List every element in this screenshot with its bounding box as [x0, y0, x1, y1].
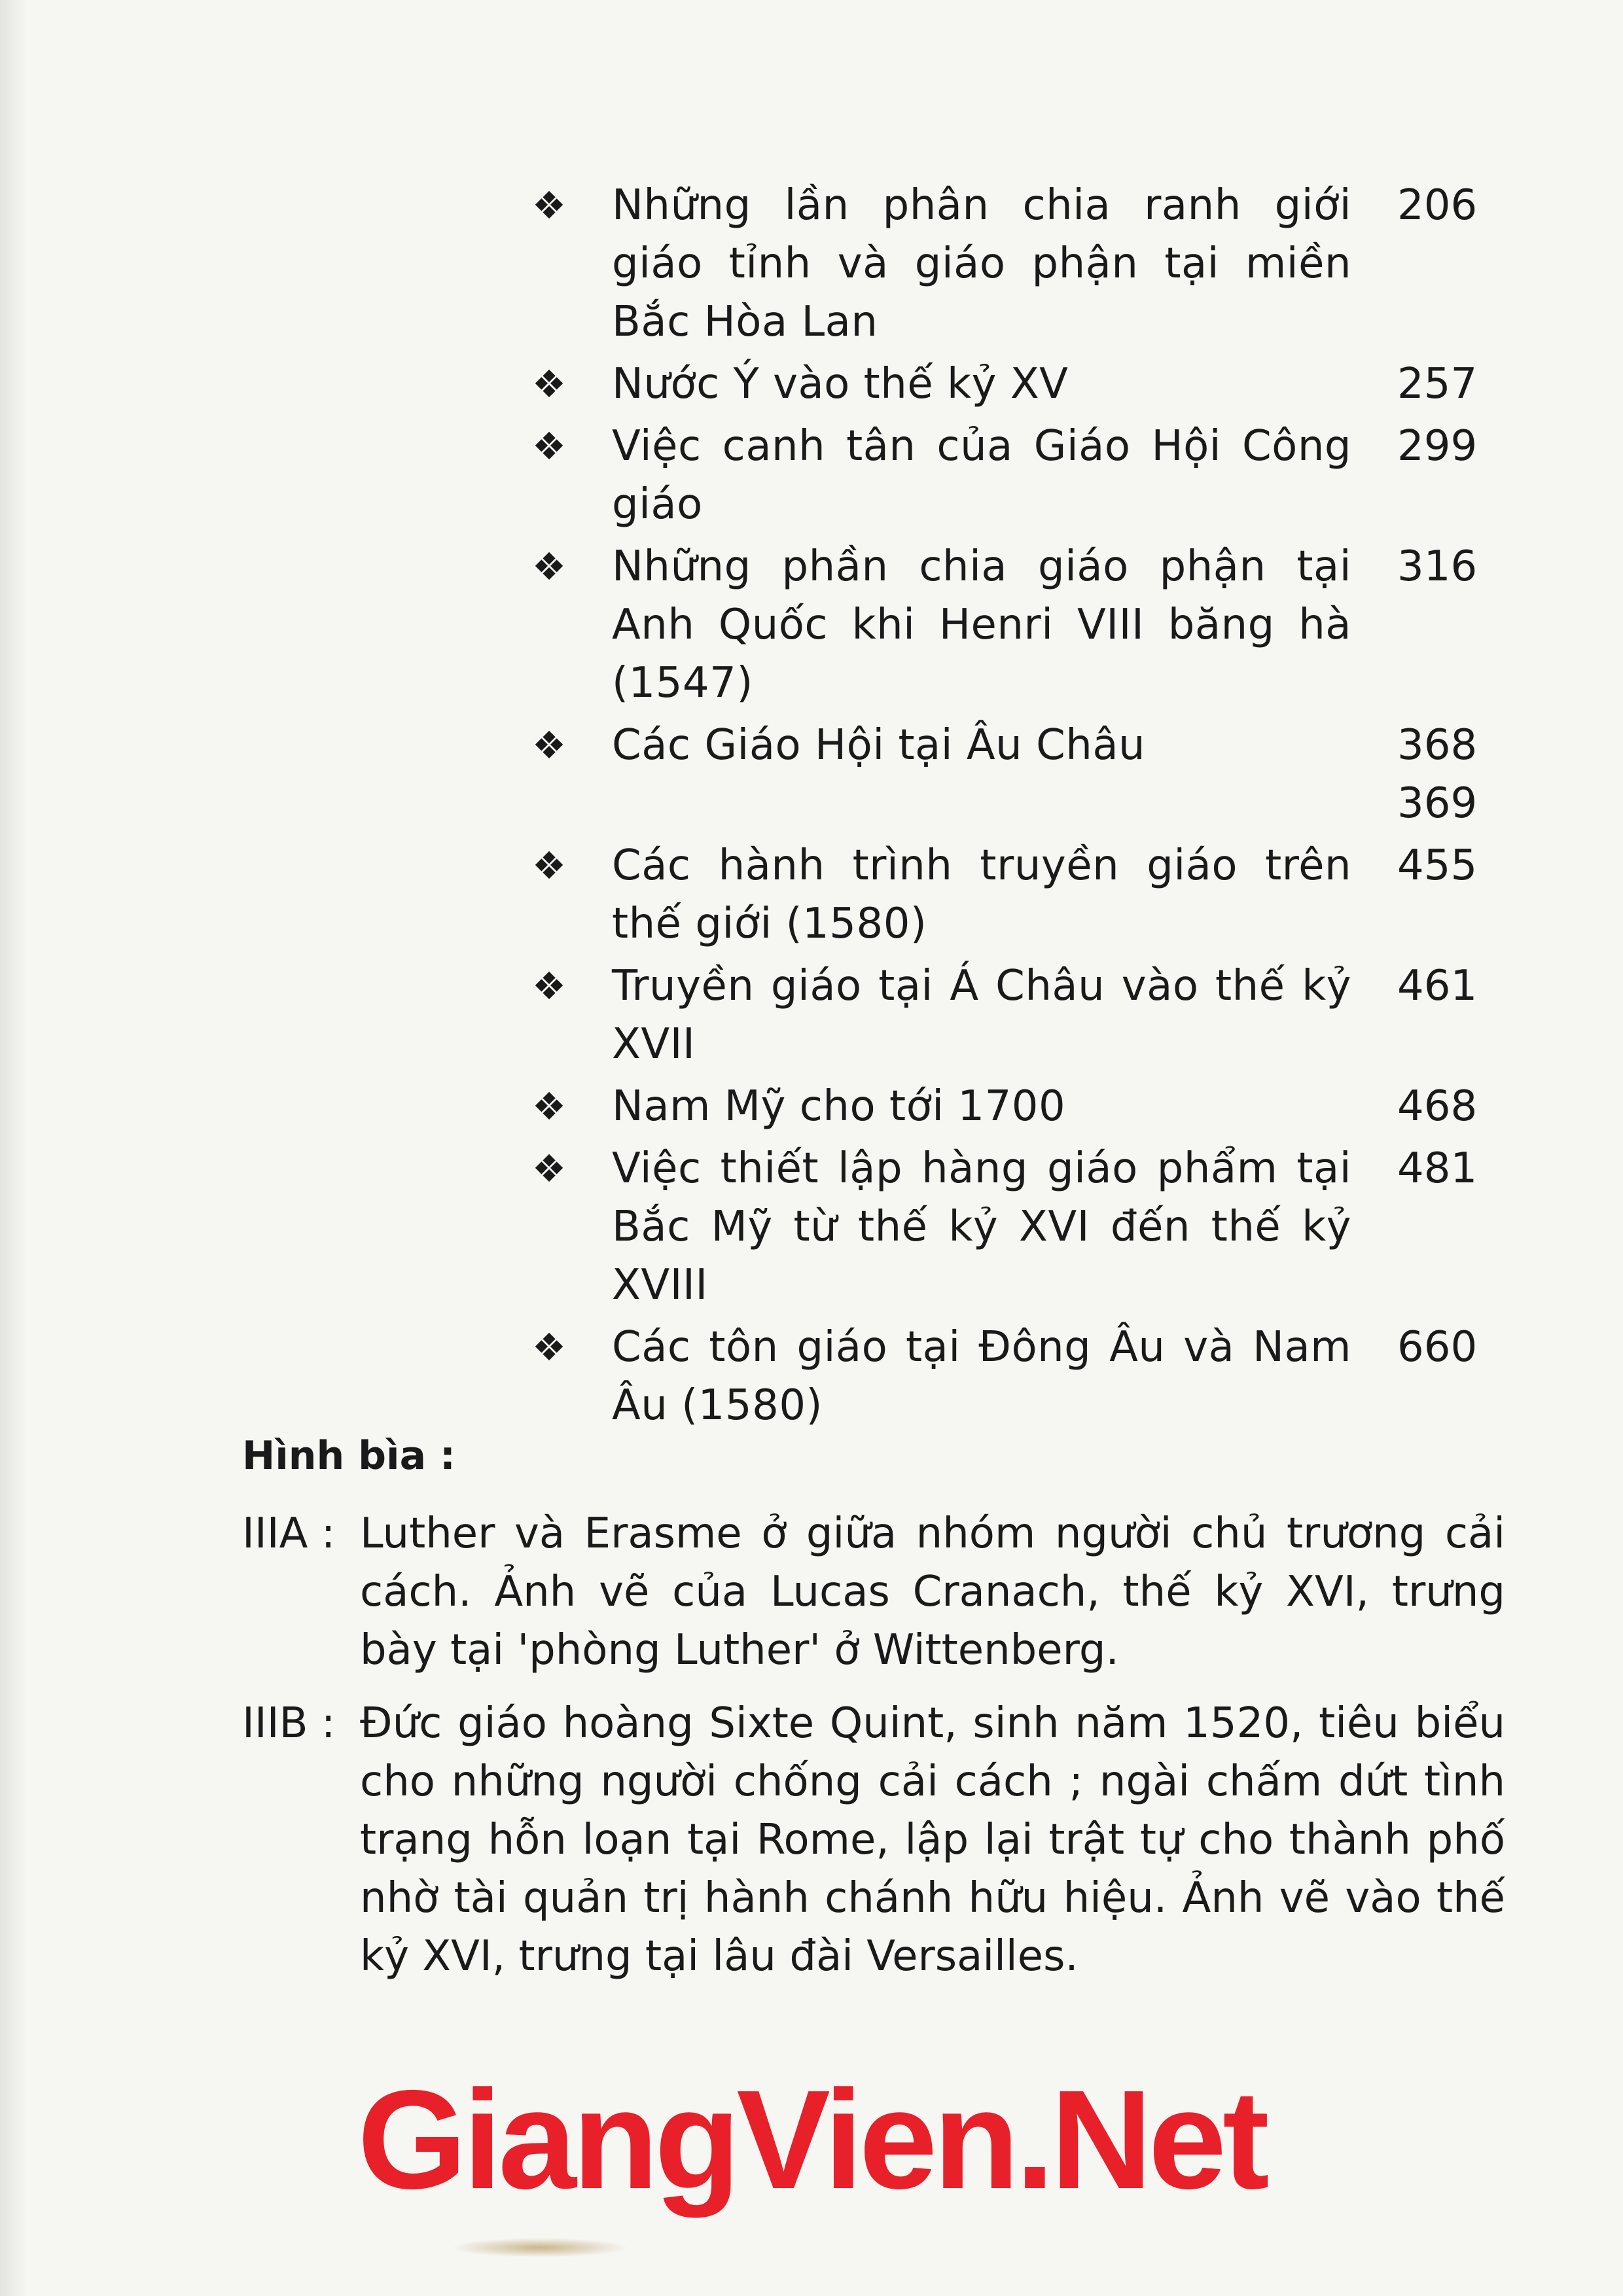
cover-caption-text: Đức giáo hoàng Sixte Quint, sinh năm 1520, tiêu biểu cho những người chống cải cách ; ngài chấm dứt tình trạng hỗn loạn tại Rome, lập lại trật tự cho thành phố nhờ tài quản trị hành chánh hữu hiệu. Ảnh vẽ vào thế kỷ XVI, trưng tại lâu đài Versailles. [360, 1699, 1505, 1981]
cover-caption-label: IIIA : [242, 1510, 336, 1558]
cover-caption [242, 1695, 1505, 1986]
toc-entry-title: Nước Ý vào thế kỷ XV [612, 360, 1069, 408]
cover-heading: Hình bìa : [242, 1433, 455, 1479]
toc-entry-page-group [1351, 716, 1482, 833]
page-edge-shadow [0, 0, 26, 2296]
toc-entry [527, 538, 1482, 713]
toc-entry-page: 257 [1397, 360, 1478, 408]
four-diamond-bullet-icon: ❖ [532, 1325, 566, 1369]
toc-entry [527, 957, 1482, 1074]
toc-entry [527, 1140, 1482, 1315]
toc-entry-title: Nam Mỹ cho tới 1700 [612, 1082, 1066, 1131]
toc-entry-page: 455 [1397, 841, 1478, 890]
four-diamond-bullet-icon: ❖ [532, 843, 566, 888]
toc-entry [527, 355, 1482, 414]
four-diamond-bullet-icon: ❖ [532, 424, 566, 468]
toc-entry-title: Các tôn giáo tại Đông Âu và Nam Âu (1580) [612, 1323, 1351, 1430]
toc-entry [527, 837, 1482, 953]
toc-entry-page: 299 [1397, 422, 1478, 470]
toc-entry-page-second: 369 [1397, 779, 1478, 828]
map-list [527, 177, 1482, 1439]
cover-caption-text: Luther và Erasme ở giữa nhóm người chủ trương cải cách. Ảnh vẽ của Lucas Cranach, thế kỷ XVI, trưng bày tại 'phòng Luther' ở Wittenberg. [360, 1510, 1505, 1674]
toc-entry-page: 316 [1397, 542, 1478, 591]
watermark-logo: GiangVien.Net [357, 2060, 1266, 2218]
four-diamond-bullet-icon: ❖ [532, 1146, 566, 1191]
toc-entry-page: 481 [1397, 1144, 1478, 1193]
four-diamond-bullet-icon: ❖ [532, 1084, 566, 1129]
toc-entry-page: 461 [1397, 962, 1478, 1010]
toc-entry-page: 368 [1397, 721, 1478, 769]
four-diamond-bullet-icon: ❖ [532, 362, 566, 406]
toc-entry [527, 1318, 1482, 1435]
toc-entry-title: Những lần phân chia ranh giới giáo tỉnh và giáo phận tại miền Bắc Hòa Lan [612, 181, 1351, 346]
toc-entry-title: Việc thiết lập hàng giáo phẩm tại Bắc Mỹ từ thế kỷ XVI đến thế kỷ XVIII [612, 1144, 1351, 1309]
cover-caption [242, 1505, 1505, 1680]
toc-entry-title: Những phần chia giáo phận tại Anh Quốc khi Henri VIII băng hà (1547) [612, 542, 1351, 707]
four-diamond-bullet-icon: ❖ [532, 544, 566, 589]
toc-entry-page: 206 [1397, 181, 1478, 230]
cover-caption-label: IIIB : [242, 1699, 336, 1748]
toc-entry-title: Các hành trình truyền giáo trên thế giới (1580) [612, 841, 1351, 948]
four-diamond-bullet-icon: ❖ [532, 964, 566, 1008]
toc-entry [527, 716, 1482, 833]
page-stain [452, 2238, 628, 2257]
toc-entry-title: Các Giáo Hội tại Âu Châu [612, 721, 1146, 769]
toc-entry-title: Truyền giáo tại Á Châu vào thế kỷ XVII [612, 962, 1351, 1069]
toc-entry [527, 1078, 1482, 1136]
toc-entry-page: 468 [1397, 1082, 1478, 1131]
four-diamond-bullet-icon: ❖ [532, 183, 566, 228]
toc-entry [527, 177, 1482, 351]
toc-entry-page: 660 [1397, 1323, 1478, 1371]
toc-entry-title: Việc canh tân của Giáo Hội Công giáo [612, 422, 1351, 529]
four-diamond-bullet-icon: ❖ [532, 723, 566, 768]
toc-entry [527, 417, 1482, 534]
